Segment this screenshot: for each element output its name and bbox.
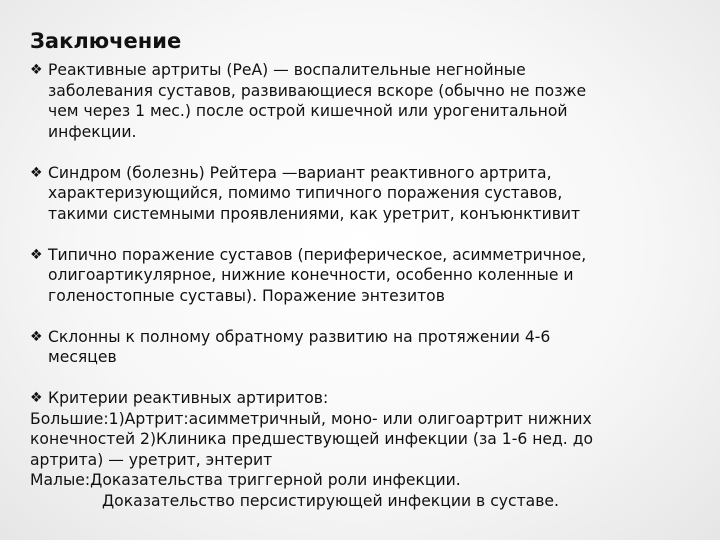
bullet-item-reiter-syndrome: [30, 163, 702, 225]
text-line: Синдром (болезнь) Рейтера —вариант реактивного артрита,: [48, 163, 552, 182]
diamond-bullet-icon: ❖: [30, 390, 43, 406]
diamond-bullet-icon: ❖: [30, 164, 43, 181]
text-line: месяцев: [48, 348, 117, 366]
text-line: Большие:1)Артрит:асимметричный, моно- или олигоартрит нижних: [30, 409, 592, 428]
text-line: голеностопные суставы). Поражение энтезитов: [48, 286, 445, 305]
text-line: конечностей 2)Клиника предшествующей инфекции (за 1-6 нед. до: [30, 430, 594, 448]
text-line: характеризующийся, помимо типичного поражения суставов,: [48, 184, 563, 202]
bullet-item-reactive-arthritis: [30, 60, 702, 142]
bullet-text: [48, 163, 702, 225]
text-line: заболевания суставов, развивающиеся вскоре (обычно не позже: [48, 81, 587, 100]
bullet-text: [48, 245, 702, 307]
text-line: такими системными проявлениями, как уретрит, конъюнктивит: [48, 204, 581, 223]
bullet-item-joint-involvement: [30, 245, 702, 307]
bullet-text: [48, 327, 702, 368]
text-line: Типично поражение суставов (периферическое, асимметричное,: [48, 245, 587, 264]
criteria-text: [30, 409, 702, 512]
slide-body: [30, 60, 702, 511]
text-line: артрита) — уретрит, энтерит: [30, 450, 273, 469]
diamond-bullet-icon: ❖: [30, 328, 43, 345]
text-line: Доказательство персистирующей инфекции в суставе.: [102, 491, 559, 510]
text-line: чем через 1 мес.) после острой кишечной или урогенитальной: [48, 102, 568, 120]
text-line: Малые:Доказательства триггерной роли инфекции.: [30, 471, 461, 489]
text-line: инфекции.: [48, 122, 137, 141]
slide-title: Заключение: [30, 29, 182, 53]
diamond-bullet-icon: ❖: [30, 246, 43, 263]
text-line: Критерии реактивных артиритов:: [48, 389, 329, 407]
text-line: Реактивные артриты (РеА) — воспалительные негнойные: [48, 61, 526, 79]
text-line: Склонны к полному обратному развитию на протяжении 4-6: [48, 327, 551, 346]
slide: [30, 28, 702, 511]
diamond-bullet-icon: ❖: [30, 62, 43, 78]
bullet-text: [48, 388, 702, 409]
bullet-item-regression: [30, 327, 702, 368]
text-line: олигоартикулярное, нижние конечности, особенно коленные и: [48, 266, 574, 284]
bullet-item-criteria: [30, 388, 702, 409]
bullet-text: [48, 60, 702, 142]
